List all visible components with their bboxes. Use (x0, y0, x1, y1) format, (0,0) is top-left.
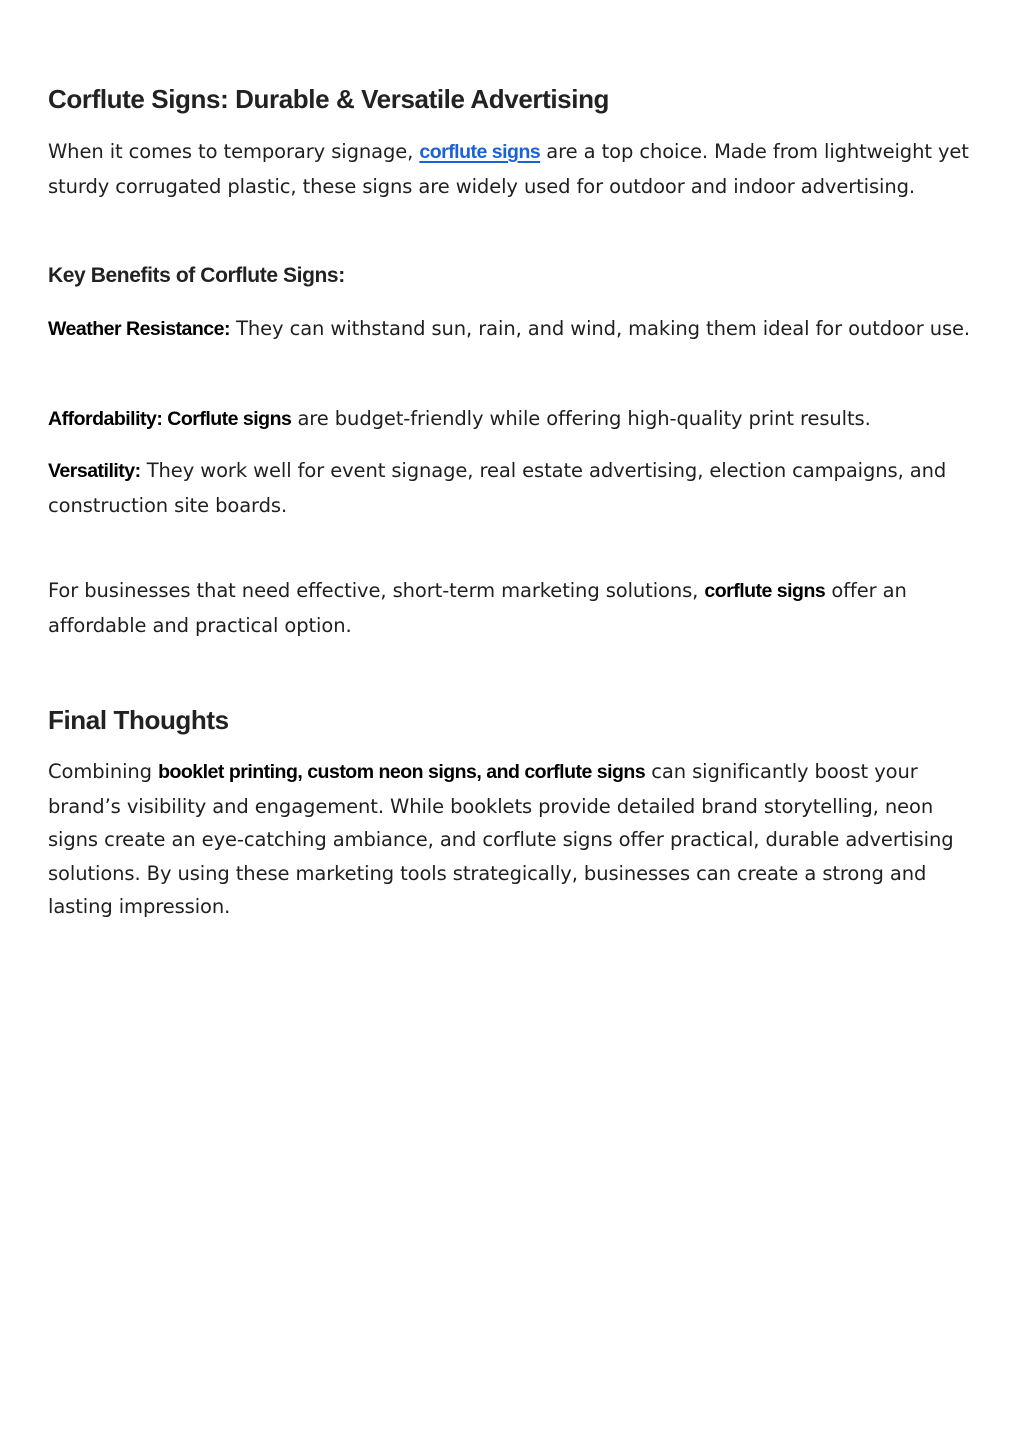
benefits-heading: Key Benefits of Corflute Signs: (48, 264, 345, 287)
benefit-label: Affordability: Corflute signs (48, 408, 292, 430)
benefit-label: Versatility: (48, 460, 141, 482)
business-paragraph (48, 574, 978, 642)
intro-text-after-link: are a top choice. Made from lightweight yet sturdy corrugated plastic, these signs are widely used for outdoor and indoor advertising. (48, 140, 969, 198)
benefit-text: They work well for event signage, real estate advertising, election campaigns, and construction site boards. (48, 459, 947, 517)
benefit-affordability (48, 402, 978, 437)
benefit-text: are budget-friendly while offering high-quality print results. (291, 407, 871, 430)
benefit-label: Weather Resistance: (48, 318, 230, 340)
benefit-versatility (48, 454, 978, 522)
business-text-before: For businesses that need effective, short-term marketing solutions, (48, 579, 705, 602)
intro-paragraph (48, 135, 978, 203)
page-title: Corflute Signs: Durable & Versatile Advertising (48, 84, 610, 114)
corflute-signs-link[interactable]: corflute signs (419, 141, 541, 163)
benefit-weather-resistance (48, 312, 978, 347)
final-bold-text: booklet printing, custom neon signs, and corflute signs (158, 761, 646, 783)
final-thoughts-paragraph (48, 755, 978, 924)
business-text-after: offer an affordable and practical option. (48, 579, 907, 637)
business-bold-text: corflute signs (704, 580, 826, 602)
benefit-text: They can withstand sun, rain, and wind, making them ideal for outdoor use. (229, 317, 971, 340)
final-thoughts-heading: Final Thoughts (48, 705, 229, 735)
intro-text-before-link: When it comes to temporary signage, (48, 140, 420, 163)
final-text-before: Combining (48, 760, 159, 783)
final-text-after: can significantly boost your brand’s visibility and engagement. While booklets provide detailed brand storytelling, neon signs create an eye-catching ambiance, and corflute signs offer practical, durable advertising solutions. By using these marketing tools strategically, businesses can create a strong and lasting impression. (48, 760, 954, 918)
